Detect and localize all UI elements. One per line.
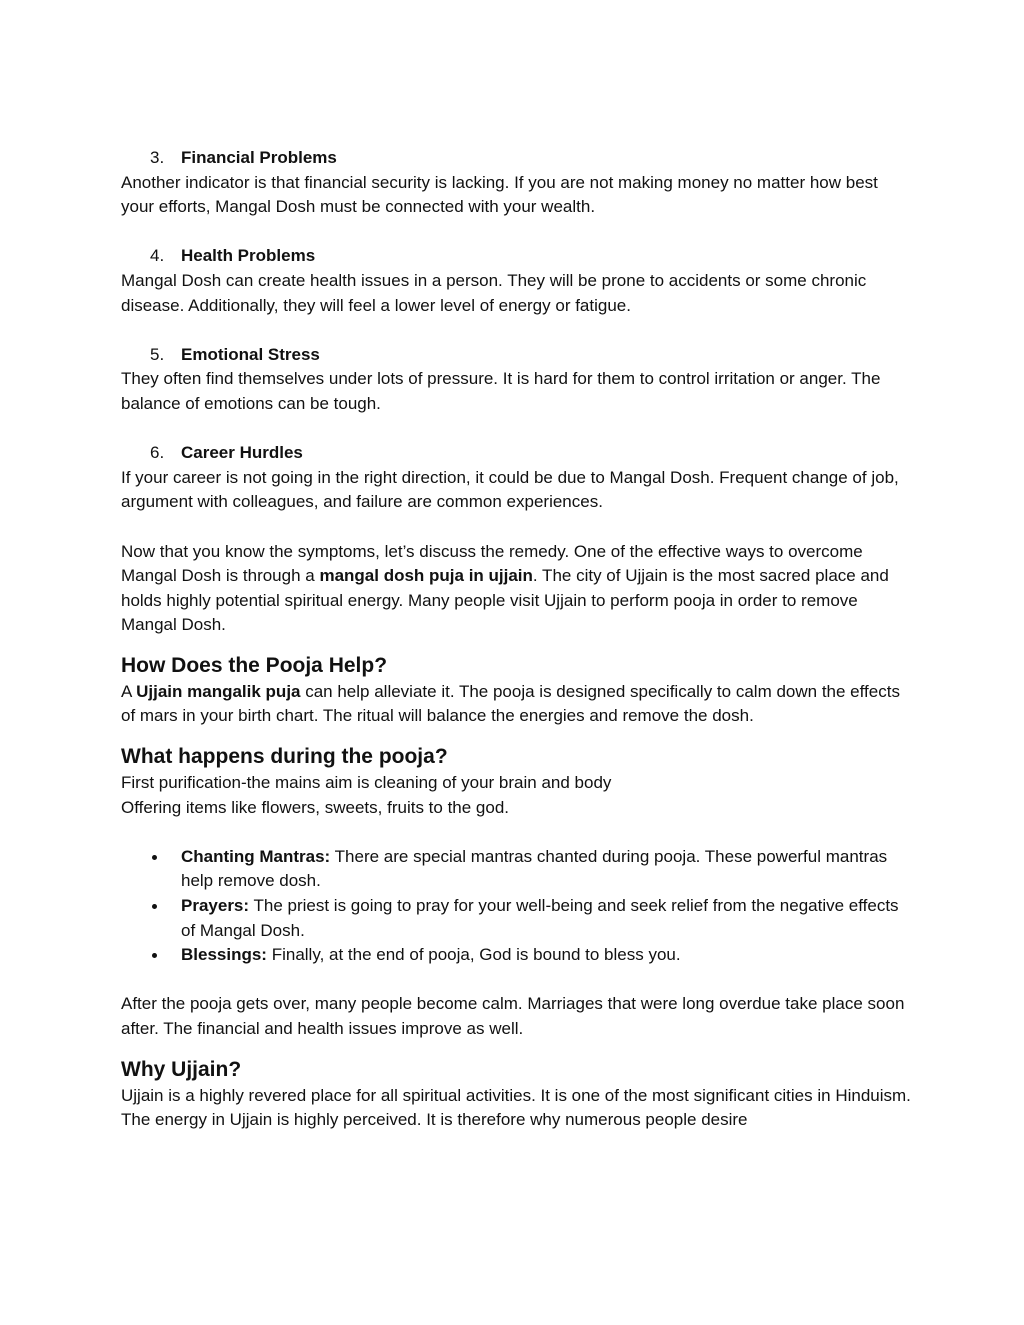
numbered-item xyxy=(121,343,911,417)
bullet-icon xyxy=(121,894,181,943)
bullet-label: Blessings: xyxy=(181,945,267,965)
after-pooja-paragraph: After the pooja gets over, many people become calm. Marriages that were long overdue take place soon after. The financial and health issues improve as well. xyxy=(121,994,905,1038)
item-body: If your career is not going in the right direction, it could be due to Mangal Dosh. Frequent change of job, argument with colleagues, and failure are common experiences. xyxy=(121,467,899,512)
bullet-text: Finally, at the end of pooja, God is bound to bless you. xyxy=(266,945,681,965)
remedy-text: Now that you know the symptoms, let’s discuss the remedy. One of the effective ways to overcome Mangal Dosh is through a xyxy=(121,541,863,586)
numbered-item xyxy=(121,441,911,515)
help-text: A xyxy=(121,681,137,701)
item-number: 4. xyxy=(150,246,165,266)
item-body: Another indicator is that financial security is lacking. If you are not making money no matter how best your efforts, Mangal Dosh must be connected with your wealth. xyxy=(121,172,878,217)
item-title: Financial Problems xyxy=(181,148,337,167)
heading-what-happens: What happens during the pooja? xyxy=(121,745,448,769)
remedy-paragraph xyxy=(121,540,911,638)
why-ujjain-paragraph: Ujjain is a highly revered place for all spiritual activities. It is one of the most significant cities in Hinduism. The energy in Ujjain is highly perceived. It is therefore why numerous people desire xyxy=(121,1085,911,1130)
help-bold-phrase: Ujjain mangalik puja xyxy=(136,681,301,701)
during-line: First purification-the mains aim is cleaning of your brain and body xyxy=(121,773,612,793)
heading-why-ujjain: Why Ujjain? xyxy=(121,1057,242,1081)
list-item xyxy=(121,845,911,894)
item-title: Health Problems xyxy=(181,246,316,266)
heading-how-pooja-helps: How Does the Pooja Help? xyxy=(121,653,388,677)
item-number: 3. xyxy=(150,148,165,167)
remedy-text: . The city of Ujjain is the most sacred place and holds highly potential spiritual energy. Many people visit Ujjain to perform pooja in order to remove Mangal Dosh. xyxy=(121,566,889,635)
bullet-icon xyxy=(121,845,181,894)
bullet-text: The priest is going to pray for your well-being and seek relief from the negative effects of Mangal Dosh. xyxy=(181,896,899,940)
bullet-label: Chanting Mantras: xyxy=(181,846,331,866)
list-item xyxy=(121,943,911,968)
list-item xyxy=(121,894,911,943)
help-paragraph xyxy=(121,680,911,729)
document-page xyxy=(121,146,911,1133)
bullet-label: Prayers: xyxy=(181,896,250,916)
bullet-text: There are special mantras chanted during pooja. These powerful mantras help remove dosh. xyxy=(181,846,888,891)
bullet-list xyxy=(121,845,911,968)
numbered-item xyxy=(121,146,911,220)
help-text: can help alleviate it. The pooja is designed specifically to calm down the effects of mars in your birth chart. The ritual will balance the energies and remove the dosh. xyxy=(121,681,900,726)
bullet-icon xyxy=(121,943,181,968)
item-number: 5. xyxy=(150,344,165,364)
item-title: Emotional Stress xyxy=(181,344,320,364)
item-body: Mangal Dosh can create health issues in a person. They will be prone to accidents or some chronic disease. Additionally, they will feel a lower level of energy or fatigue. xyxy=(121,270,867,315)
during-line: Offering items like flowers, sweets, fruits to the god. xyxy=(121,797,510,817)
numbered-item xyxy=(121,244,911,318)
item-title: Career Hurdles xyxy=(181,443,303,463)
item-body: They often find themselves under lots of pressure. It is hard for them to control irritation or anger. The balance of emotions can be tough. xyxy=(121,369,881,413)
remedy-bold-phrase: mangal dosh puja in ujjain xyxy=(319,566,533,586)
item-number: 6. xyxy=(150,443,165,463)
